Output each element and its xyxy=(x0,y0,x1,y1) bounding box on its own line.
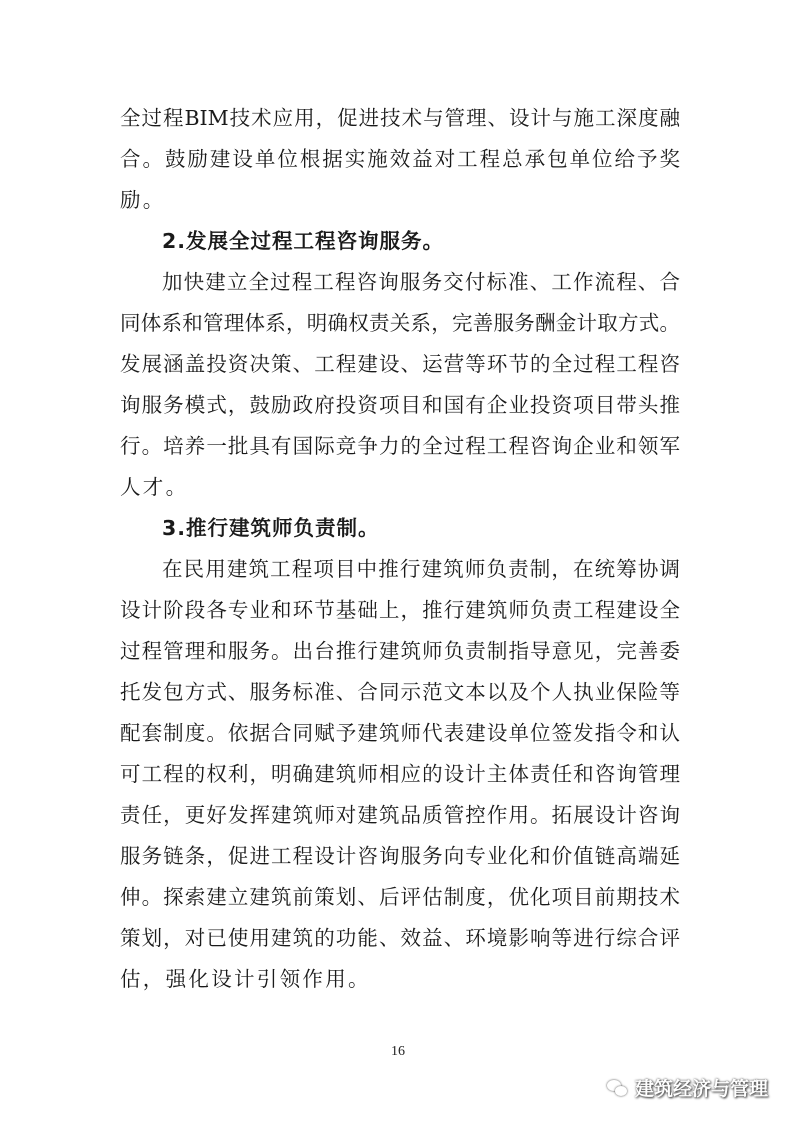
text-line: 可工程的权利，明确建筑师相应的设计主体责任和咨询管理 xyxy=(120,762,680,786)
text-line: 配套制度。依据合同赋予建筑师代表建设单位签发指令和认 xyxy=(120,721,680,745)
text-line: 加快建立全过程工程咨询服务交付标准、工作流程、合 xyxy=(162,270,680,294)
text-line: 责任，更好发挥建筑师对建筑品质管控作用。拓展设计咨询 xyxy=(120,803,680,827)
text-line: 服务链条，促进工程设计咨询服务向专业化和价值链高端延 xyxy=(120,844,680,868)
body-text xyxy=(120,98,680,1000)
text-line: 同体系和管理体系，明确权责关系，完善服务酬金计取方式。 xyxy=(120,311,680,335)
text-line: 过程管理和服务。出台推行建筑师负责制指导意见，完善委 xyxy=(120,639,680,663)
text-line: 设计阶段各专业和环节基础上，推行建筑师负责工程建设全 xyxy=(120,598,680,622)
section-heading: 2.发展全过程工程咨询服务。 xyxy=(162,229,445,253)
text-line: 行。培养一批具有国际竞争力的全过程工程咨询企业和领军 xyxy=(120,434,680,458)
watermark xyxy=(607,1074,768,1101)
text-line: 励。 xyxy=(120,188,166,212)
text-line: 合。鼓励建设单位根据实施效益对工程总承包单位给予奖 xyxy=(120,147,680,171)
wechat-icon xyxy=(607,1078,629,1098)
text-line: 伸。探索建立建筑前策划、后评估制度，优化项目前期技术 xyxy=(120,885,680,909)
text-line: 发展涵盖投资决策、工程建设、运营等环节的全过程工程咨 xyxy=(120,352,680,376)
text-line: 询服务模式，鼓励政府投资项目和国有企业投资项目带头推 xyxy=(120,393,680,417)
section-heading: 3.推行建筑师负责制。 xyxy=(162,516,380,540)
page-number: 16 xyxy=(391,1044,405,1059)
text-line: 托发包方式、服务标准、合同示范文本以及个人执业保险等 xyxy=(120,680,680,704)
text-line: 全过程BIM技术应用，促进技术与管理、设计与施工深度融 xyxy=(120,106,680,130)
watermark-text: 建筑经济与管理 xyxy=(634,1078,768,1100)
text-line: 策划，对已使用建筑的功能、效益、环境影响等进行综合评 xyxy=(120,926,680,950)
text-line: 人才。 xyxy=(120,475,189,499)
text-line: 在民用建筑工程项目中推行建筑师负责制，在统筹协调 xyxy=(162,557,680,581)
text-line: 估，强化设计引领作用。 xyxy=(120,967,371,991)
